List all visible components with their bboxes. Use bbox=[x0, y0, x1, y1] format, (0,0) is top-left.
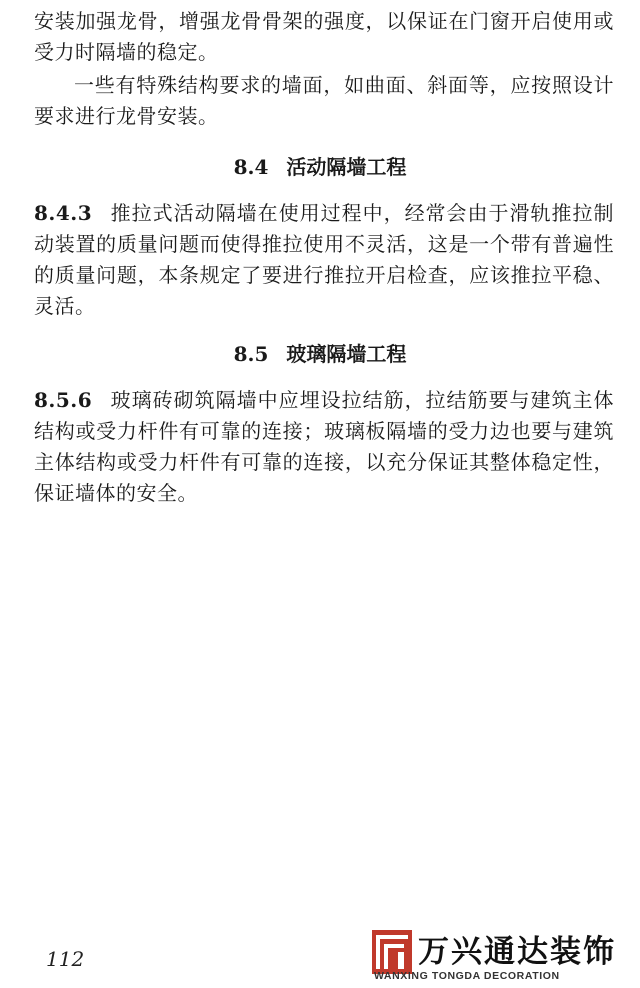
section-number: 8.4 bbox=[233, 155, 269, 179]
section-title: 玻璃隔墙工程 bbox=[286, 342, 407, 366]
clause-number: 8.5.6 bbox=[34, 388, 93, 412]
logo-name-en: WANXING TONGDA DECORATION bbox=[374, 970, 560, 982]
paragraph-continued: 安装加强龙骨，增强龙骨骨架的强度，以保证在门窗开启使用或受力时隔墙的稳定。 bbox=[34, 9, 614, 64]
clause-8-4-3 bbox=[34, 198, 614, 322]
company-logo-icon bbox=[372, 930, 412, 974]
page-number: 112 bbox=[46, 947, 85, 971]
section-heading-8-5 bbox=[0, 339, 640, 369]
clause-number: 8.4.3 bbox=[34, 201, 93, 225]
clause-text: 推拉式活动隔墙在使用过程中，经常会由于滑轨推拉制动装置的质量问题而使得推拉使用不灵活，这是一个带有普遍性的质量问题，本条规定了要进行推拉开启检查，应该推拉平稳、灵活。 bbox=[34, 201, 614, 318]
watermark-logo bbox=[372, 928, 634, 984]
clause-8-5-6 bbox=[34, 385, 614, 509]
section-number: 8.5 bbox=[233, 342, 269, 366]
clause-text: 玻璃砖砌筑隔墙中应埋设拉结筋，拉结筋要与建筑主体结构或受力杆件有可靠的连接；玻璃板隔墙的受力边也要与建筑主体结构或受力杆件有可靠的连接，以充分保证其整体稳定性，保证墙体的安全。 bbox=[34, 388, 614, 505]
section-heading-8-4 bbox=[0, 152, 640, 182]
section-title: 活动隔墙工程 bbox=[286, 155, 407, 179]
logo-name-cn: 万兴通达装饰 bbox=[418, 934, 616, 970]
paragraph-special-walls: 一些有特殊结构要求的墙面，如曲面、斜面等，应按照设计要求进行龙骨安装。 bbox=[34, 73, 614, 128]
